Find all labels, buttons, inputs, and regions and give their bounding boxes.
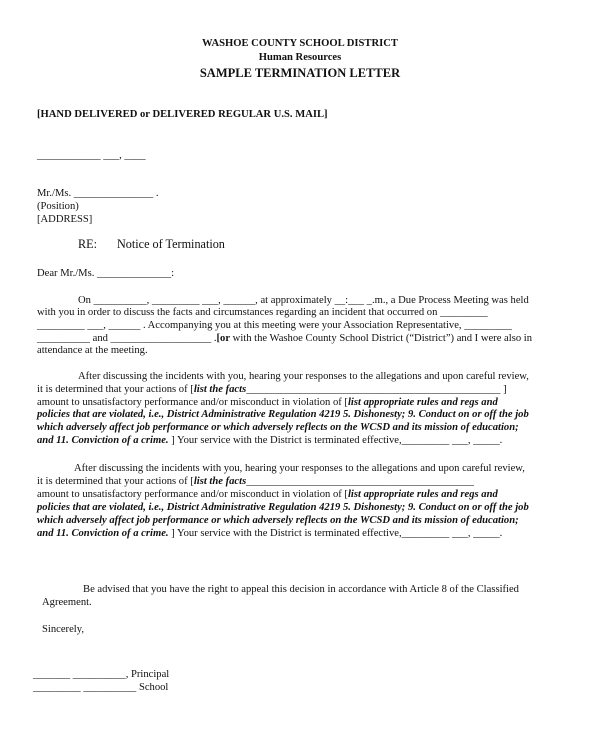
para2-effective: ] Your service with the District is terminated effective,_________ ___, _____. bbox=[168, 435, 503, 446]
para3-line2-text: it is determined that your actions of [ bbox=[37, 476, 194, 487]
para2-line2-text: it is determined that your actions of [ bbox=[37, 384, 194, 395]
recipient-address: [ADDRESS] bbox=[37, 214, 93, 225]
para3-line3 bbox=[37, 488, 498, 501]
district-name: WASHOE COUNTY SCHOOL DISTRICT bbox=[202, 38, 398, 49]
para2-line6 bbox=[37, 434, 502, 447]
para1-line5: attendance at the meeting. bbox=[37, 345, 148, 356]
para3-conviction: and 11. Conviction of a crime. bbox=[37, 528, 169, 539]
para2-list-facts: list the facts bbox=[193, 384, 247, 395]
para3-line3-text: amount to unsatisfactory performance and/or misconduct in violation of [ bbox=[37, 489, 348, 500]
appeal-line1: Be advised that you have the right to appeal this decision in accordance with Article 8 of the Classified bbox=[83, 584, 519, 595]
closing: Sincerely, bbox=[42, 624, 84, 635]
appeal-line2: Agreement. bbox=[42, 597, 92, 608]
para3-facts-blank: ___________________________________________ bbox=[246, 476, 474, 487]
para1-line2: with you in order to discuss the facts and circumstances regarding an incident that occurred on _________ bbox=[37, 307, 488, 318]
salutation: Dear Mr./Ms. ______________: bbox=[37, 268, 175, 279]
para3-line1: After discussing the incidents with you, hearing your responses to the allegations and upon careful review, bbox=[74, 463, 525, 474]
para2-conviction: and 11. Conviction of a crime. bbox=[37, 435, 169, 446]
recipient-name: Mr./Ms. _______________ . bbox=[37, 188, 159, 199]
signature-principal: _______ __________, Principal bbox=[33, 669, 170, 680]
letter-title: SAMPLE TERMINATION LETTER bbox=[199, 66, 401, 80]
para1-line4-rest: with the Washoe County School District (“District”) and I were also in bbox=[230, 333, 533, 344]
para2-line1: After discussing the incidents with you, hearing your responses to the allegations and upon careful review, bbox=[78, 371, 529, 382]
para2-line4: policies that are violated, i.e., District Administrative Regulation 4219 5. Dishonesty; 9. Conduct on or off the job bbox=[37, 409, 529, 420]
date-line: ____________ ___, ____ bbox=[37, 150, 146, 161]
para2-facts-blank: ________________________________________________ ] bbox=[246, 384, 507, 395]
para1-line1: On __________, _________ ___, ______, at approximately __:___ _.m., a Due Process Meeting was held bbox=[78, 295, 529, 306]
signature-school: _________ __________ School bbox=[33, 682, 169, 693]
para3-effective: ] Your service with the District is terminated effective,_________ ___, _____. bbox=[168, 528, 503, 539]
para3-line6 bbox=[37, 527, 502, 540]
re-label: RE: bbox=[78, 237, 97, 251]
para3-list-rules: list appropriate rules and regs and bbox=[347, 489, 498, 500]
para3-line5: which adversely affect job performance or which adversely reflects on the WCSD and its mission of education; bbox=[37, 515, 519, 526]
delivery-method: [HAND DELIVERED or DELIVERED REGULAR U.S. MAIL] bbox=[37, 109, 328, 120]
para3-list-facts: list the facts bbox=[193, 476, 247, 487]
para2-line2 bbox=[37, 383, 507, 396]
recipient-position: (Position) bbox=[37, 201, 79, 212]
para2-line3-text: amount to unsatisfactory performance and/or misconduct in violation of [ bbox=[37, 397, 348, 408]
para3-line2 bbox=[37, 475, 474, 488]
para3-line4: policies that are violated, i.e., District Administrative Regulation 4219 5. Dishonesty; 9. Conduct on or off the job bbox=[37, 502, 529, 513]
department-name: Human Resources bbox=[258, 52, 342, 63]
para1-line4-text: __________ and ___________________ . bbox=[37, 333, 217, 344]
para1-or: [or bbox=[216, 333, 231, 344]
para2-line5: which adversely affect job performance or which adversely reflects on the WCSD and its mission of education; bbox=[37, 422, 519, 433]
re-subject: Notice of Termination bbox=[117, 237, 225, 251]
para1-line3: _________ ___, ______ . Accompanying you at this meeting were your Association Representative, _________ bbox=[37, 320, 512, 331]
para2-list-rules: list appropriate rules and regs and bbox=[347, 397, 498, 408]
